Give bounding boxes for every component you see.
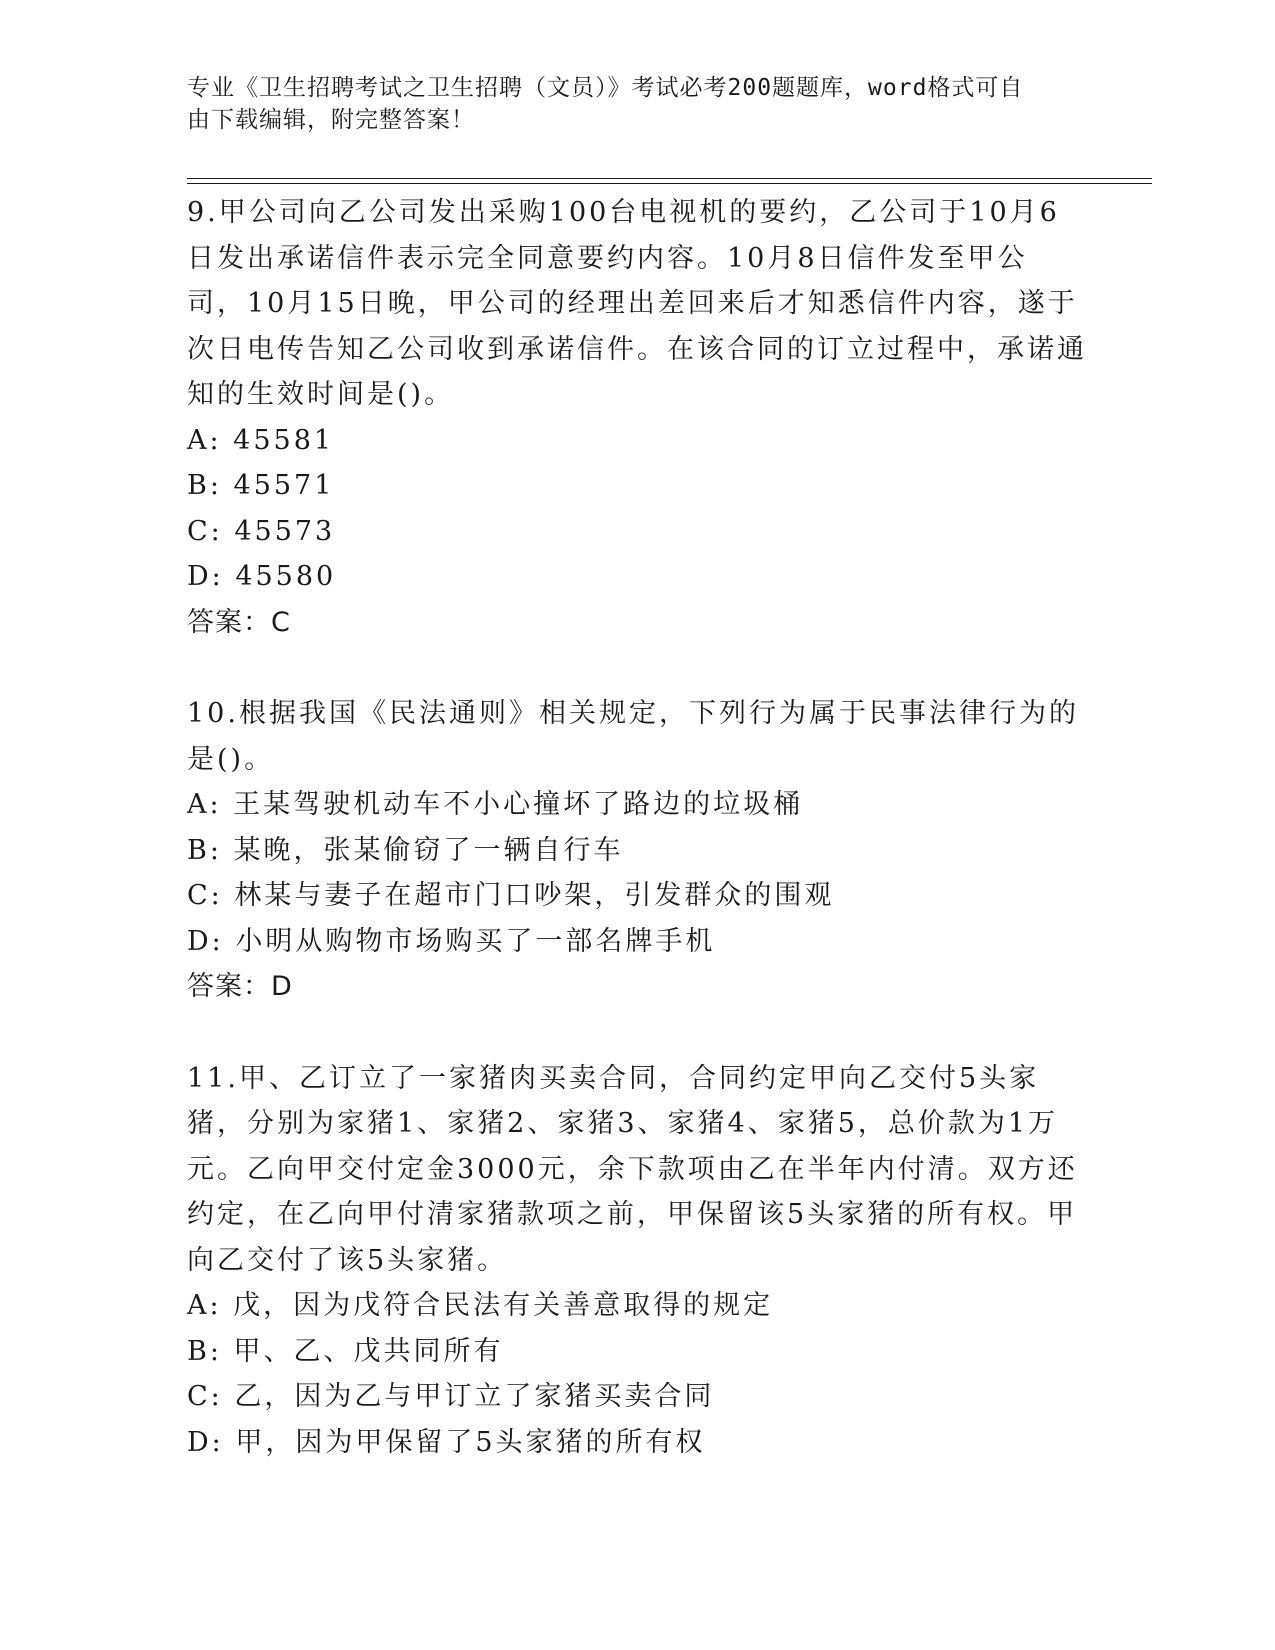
option-b: B: 某晚，张某偷窃了一辆自行车 <box>187 834 624 866</box>
option-a: A: 戊，因为戊符合民法有关善意取得的规定 <box>187 1290 774 1321</box>
header-divider-bottom <box>187 183 1152 184</box>
option-c: C: 45573 <box>187 515 336 547</box>
question-9 <box>187 190 1087 645</box>
question-stem: 9.甲公司向乙公司发出采购100台电视机的要约，乙公司于10月6日发出承诺信件表示完全同意要约内容。10月8日信件发至甲公司，10月15日晚，甲公司的经理出差回来后才知悉信件内容，遂于次日电传告知乙公司收到承诺信件。在该合同的订立过程中，承诺通知的生效时间是()。 <box>187 197 1087 410</box>
option-a: A: 王某驾驶机动车不小心撞坏了路边的垃圾桶 <box>187 789 804 820</box>
option-d: D: 甲，因为甲保留了5头家猪的所有权 <box>187 1426 706 1458</box>
option-a: A: 45581 <box>187 424 335 456</box>
question-11 <box>187 1056 1087 1466</box>
question-spacer <box>187 1010 1087 1056</box>
question-spacer <box>187 645 1087 691</box>
option-d: D: 小明从购物市场购买了一部名牌手机 <box>187 925 716 957</box>
header-line-1: 专业《卫生招聘考试之卫生招聘（文员）》考试必考200题题库，word格式可自 <box>187 75 1024 101</box>
option-d: D: 45580 <box>187 561 337 592</box>
option-c: C: 乙，因为乙与甲订立了家猪买卖合同 <box>187 1381 715 1412</box>
question-stem: 11.甲、乙订立了一家猪肉买卖合同，合同约定甲向乙交付5头家猪，分别为家猪1、家猪2、家猪3、家猪4、家猪5，总价款为1万元。乙向甲交付定金3000元，余下款项由乙在半年内付清。双方还约定，在乙向甲付清家猪款项之前，甲保留该5头家猪的所有权。甲向乙交付了该5头家猪。 <box>187 1062 1078 1276</box>
question-stem: 10.根据我国《民法通则》相关规定，下列行为属于民事法律行为的是()。 <box>187 698 1079 775</box>
option-b: B: 45571 <box>187 470 335 501</box>
option-c: C: 林某与妻子在超市门口吵架，引发群众的围观 <box>187 880 835 911</box>
document-header <box>187 72 1067 136</box>
answer-line: 答案：C <box>187 606 291 638</box>
option-b: B: 甲、乙、戊共同所有 <box>187 1335 504 1367</box>
answer-line: 答案：D <box>187 971 293 1002</box>
question-list <box>187 190 1087 1465</box>
question-10 <box>187 691 1087 1010</box>
header-line-2: 由下载编辑，附完整答案！ <box>187 107 475 133</box>
header-divider-top <box>187 178 1152 179</box>
